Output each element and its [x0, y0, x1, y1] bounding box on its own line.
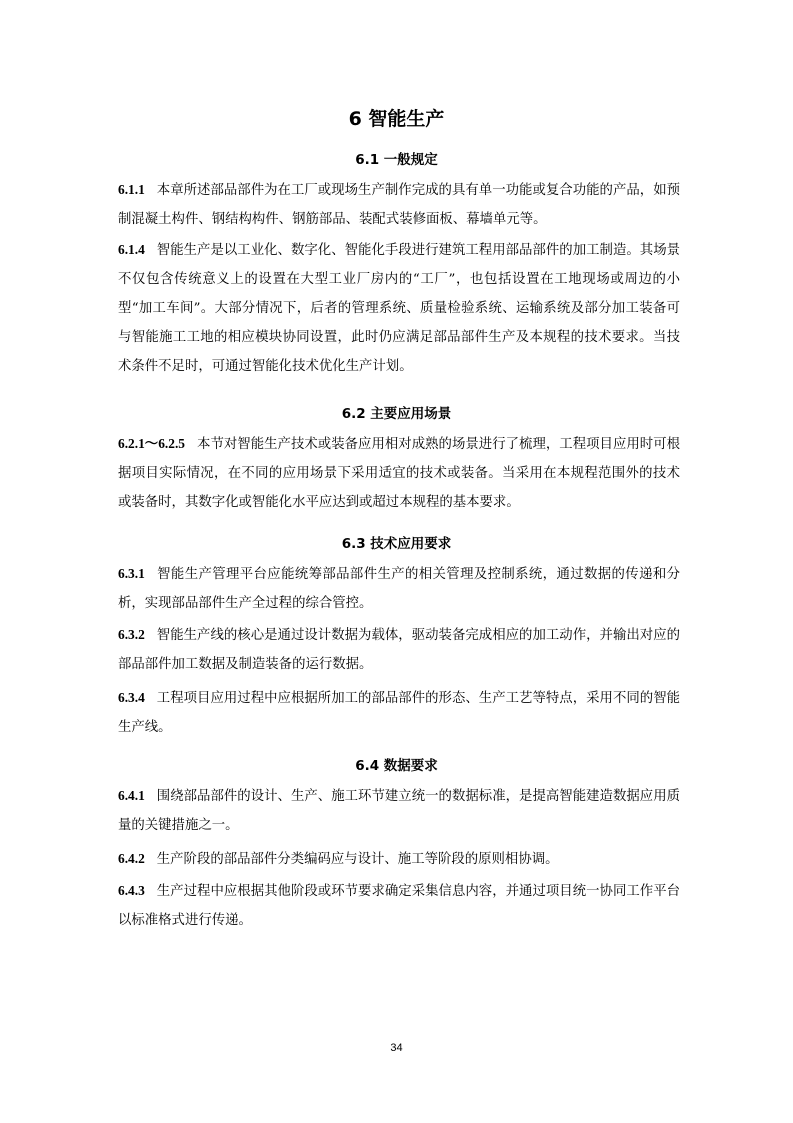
clause-text: 围绕部品部件的设计、生产、施工环节建立统一的数据标准，是提高智能建造数据应用质量的关键措施之一。: [118, 789, 680, 833]
section-title-6-2: 6.2 主要应用场景: [341, 406, 452, 422]
clause-number: 6.3.4: [118, 690, 145, 705]
clause-text: 智能生产是以工业化、数字化、智能化手段进行建筑工程用部品部件的加工制造。其场景不仅包含传统意义上的设置在大型工业厂房内的“工厂”，也包括设置在工地现场或周边的小型“加工车间”。大部分情况下，后者的管理系统、质量检验系统、运输系统及部分加工装备可与智能施工工地的相应模块协同设置，此时仍应满足部品部件生产及本规程的技术要求。当技术条件不足时，可通过智能化技术优化生产计划。: [118, 243, 680, 374]
paragraph-6-3-2: [118, 620, 680, 679]
paragraph-6-1-1: [118, 175, 680, 234]
paragraph-6-4-2: [118, 844, 680, 874]
clause-number: 6.3.2: [118, 627, 145, 642]
paragraph-6-1-4: [118, 235, 680, 381]
paragraph-6-2-1: [118, 429, 680, 517]
clause-text: 生产过程中应根据其他阶段或环节要求确定采集信息内容，并通过项目统一协同工作平台以标准格式进行传递。: [118, 884, 680, 928]
chapter-title: 6 智能生产: [348, 108, 445, 130]
section-title-6-4: 6.4 数据要求: [355, 758, 438, 774]
section-title-6-1: 6.1 一般规定: [355, 152, 438, 168]
paragraph-6-3-4: [118, 683, 680, 742]
clause-text: 智能生产管理平台应能统筹部品部件生产的相关管理及控制系统，通过数据的传递和分析，实现部品部件生产全过程的综合管控。: [118, 567, 680, 611]
clause-text: 本章所述部品部件为在工厂或现场生产制作完成的具有单一功能或复合功能的产品，如预制混凝土构件、钢结构构件、钢筋部品、装配式装修面板、幕墙单元等。: [118, 183, 680, 227]
clause-number: 6.4.1: [118, 788, 145, 803]
page-number: 34: [390, 1042, 403, 1054]
clause-number: 6.4.3: [118, 883, 145, 898]
clause-text: 工程项目应用过程中应根据所加工的部品部件的形态、生产工艺等特点，采用不同的智能生产线。: [118, 691, 680, 735]
clause-text: 生产阶段的部品部件分类编码应与设计、施工等阶段的原则相协调。: [156, 852, 559, 867]
paragraph-6-4-1: [118, 781, 680, 840]
clause-number: 6.3.1: [118, 566, 145, 581]
clause-number: 6.2.1～6.2.5: [118, 436, 186, 451]
clause-number: 6.1.1: [118, 182, 145, 197]
clause-text: 本节对智能生产技术或装备应用相对成熟的场景进行了梳理，工程项目应用时可根据项目实际情况，在不同的应用场景下采用适宜的技术或装备。当采用在本规程范围外的技术或装备时，其数字化或智能化水平应达到或超过本规程的基本要求。: [118, 437, 681, 510]
paragraph-6-3-1: [118, 559, 680, 618]
clause-text: 智能生产线的核心是通过设计数据为载体，驱动装备完成相应的加工动作，并输出对应的部品部件加工数据及制造装备的运行数据。: [118, 628, 680, 672]
section-title-6-3: 6.3 技术应用要求: [341, 536, 452, 552]
clause-number: 6.4.2: [118, 851, 145, 866]
clause-number: 6.1.4: [118, 242, 145, 257]
paragraph-6-4-3: [118, 876, 680, 935]
